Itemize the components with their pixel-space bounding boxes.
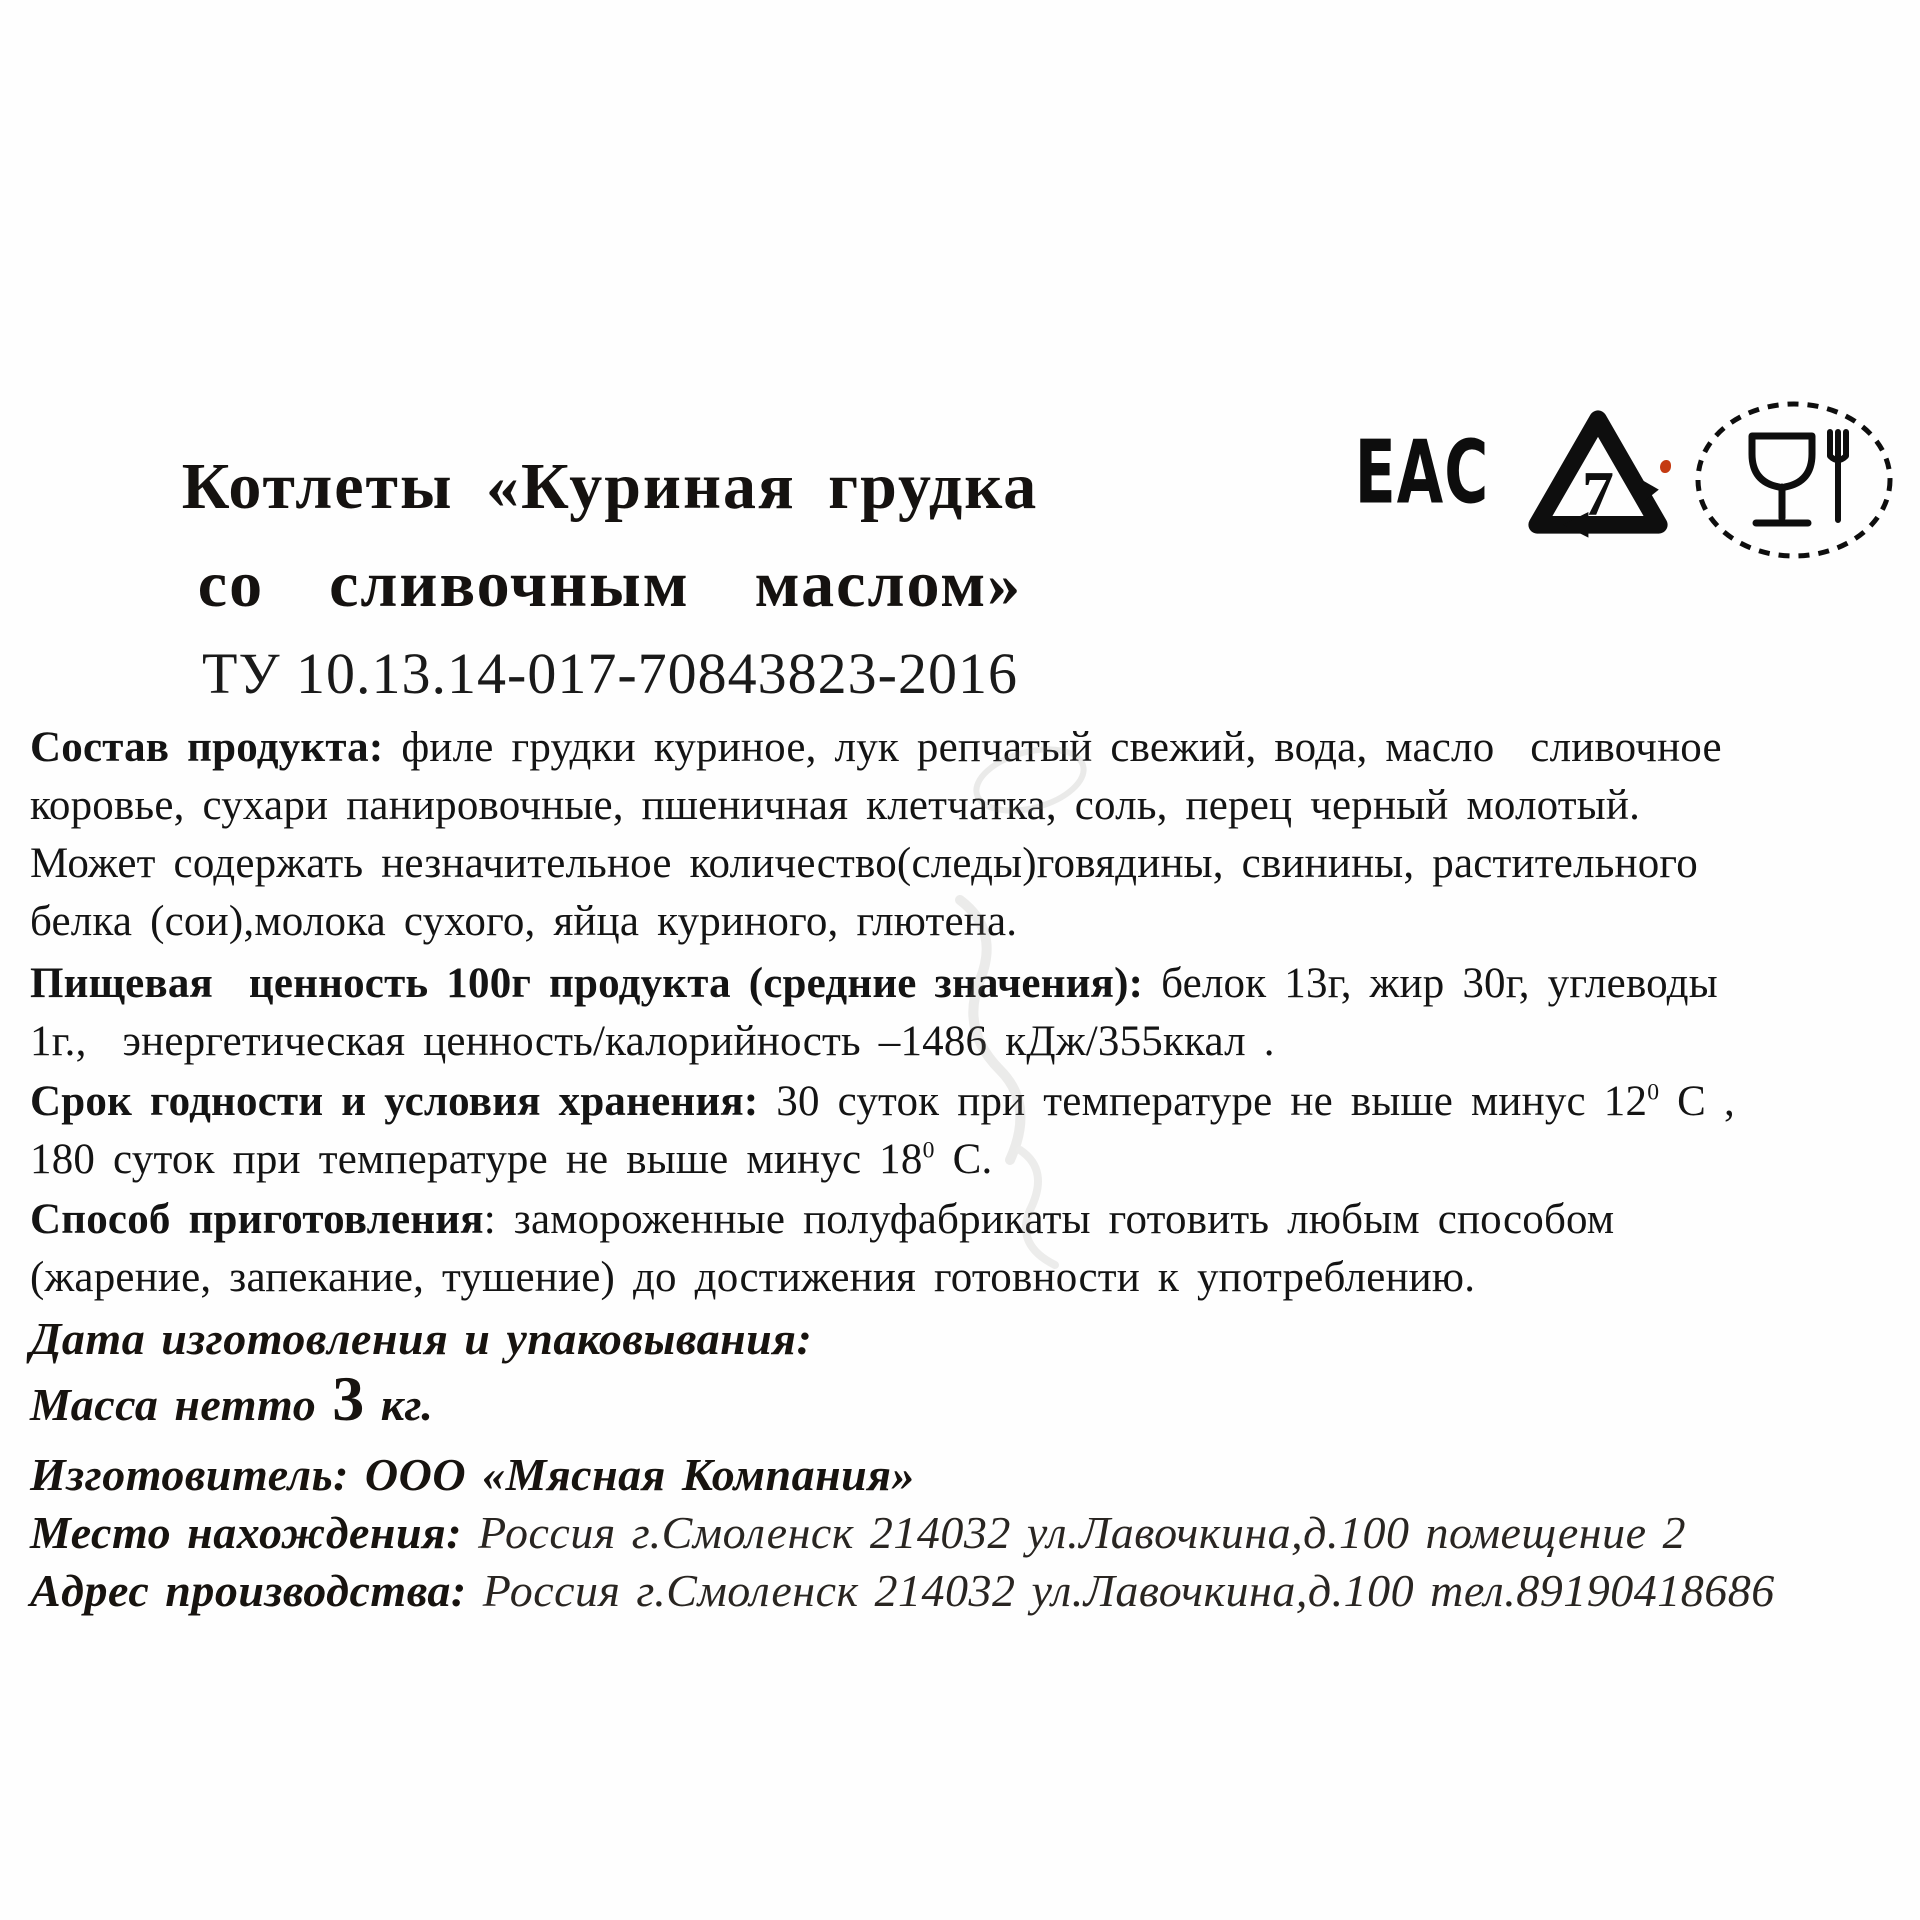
storage-line-1 [30,1076,1735,1128]
composition-text: филе грудки куриное, лук репчатый свежий, вода, масло сливочное [383,724,1722,771]
degree-superscript: 0 [1647,1079,1660,1106]
product-title-line2: со сливочным маслом» [197,548,1023,621]
storage-text: 30 суток при температуре не выше минус 12 [758,1078,1648,1125]
nutrition-heading: Пищевая ценность 100г продукта (средние значения): [30,960,1144,1007]
glass-fork-food-safe-icon [1692,398,1897,563]
cooking-heading: Способ приготовления [30,1196,484,1243]
storage-text-end: С , [1659,1078,1735,1125]
production-date-label: Дата изготовления и упаковывания: [30,1313,813,1364]
eac-mark-icon: EAC [1354,422,1490,525]
net-weight-line [30,1363,434,1434]
title-block [140,438,1080,714]
storage-text-2-end: С. [934,1136,993,1183]
storage-heading: Срок годности и условия хранения: [30,1078,759,1125]
composition-heading: Состав продукта: [30,724,384,771]
location-value: Россия г.Смоленск 214032 ул.Лавочкина,д.100 помещение 2 [462,1507,1686,1558]
nutrition-line-1 [30,958,1718,1010]
nutrition-text: белок 13г, жир 30г, углеводы [1143,960,1718,1007]
production-address-label: Адрес производства: [30,1565,467,1616]
cooking-line-1 [30,1194,1614,1246]
nutrition-line-2: 1г., энергетическая ценность/калорийность –1486 кДж/355ккал . [30,1018,1275,1065]
storage-text-2: 180 суток при температуре не выше минус 18 [30,1136,923,1183]
svg-text:7: 7 [1582,458,1614,530]
manufacturer-line: Изготовитель: ООО «Мясная Компания» [30,1449,915,1500]
recycling-triangle-icon [1518,400,1678,560]
composition-line-1 [30,722,1722,774]
net-weight-value: 3 [332,1363,365,1434]
allergen-line-2: белка (сои),молока сухого, яйца куриного, глютена. [30,898,1018,945]
allergen-line-1: Может содержать незначительное количество(следы)говядины, свинины, растительного [30,840,1698,887]
production-address-value: Россия г.Смоленск 214032 ул.Лавочкина,д.100 тел.89190418686 [466,1565,1775,1616]
cooking-line-2: (жарение, запекание, тушение) до достижения готовности к употреблению. [30,1254,1476,1301]
production-address-line [30,1564,1775,1618]
storage-line-2 [30,1134,992,1186]
composition-line-2: коровье, сухари панировочные, пшеничная клетчатка, соль, перец черный молотый. [30,782,1641,829]
cooking-text: : замороженные полуфабрикаты готовить любым способом [483,1196,1615,1243]
location-line [30,1506,1686,1560]
net-weight-label: Масса нетто [30,1379,333,1430]
tu-standard-number: ТУ 10.13.14-017-70843823-2016 [202,641,1018,706]
net-weight-unit: кг. [364,1379,434,1430]
product-title-line1: Котлеты «Куриная грудка [181,450,1039,523]
degree-superscript-2: 0 [922,1137,935,1164]
location-label: Место нахождения: [30,1507,463,1558]
